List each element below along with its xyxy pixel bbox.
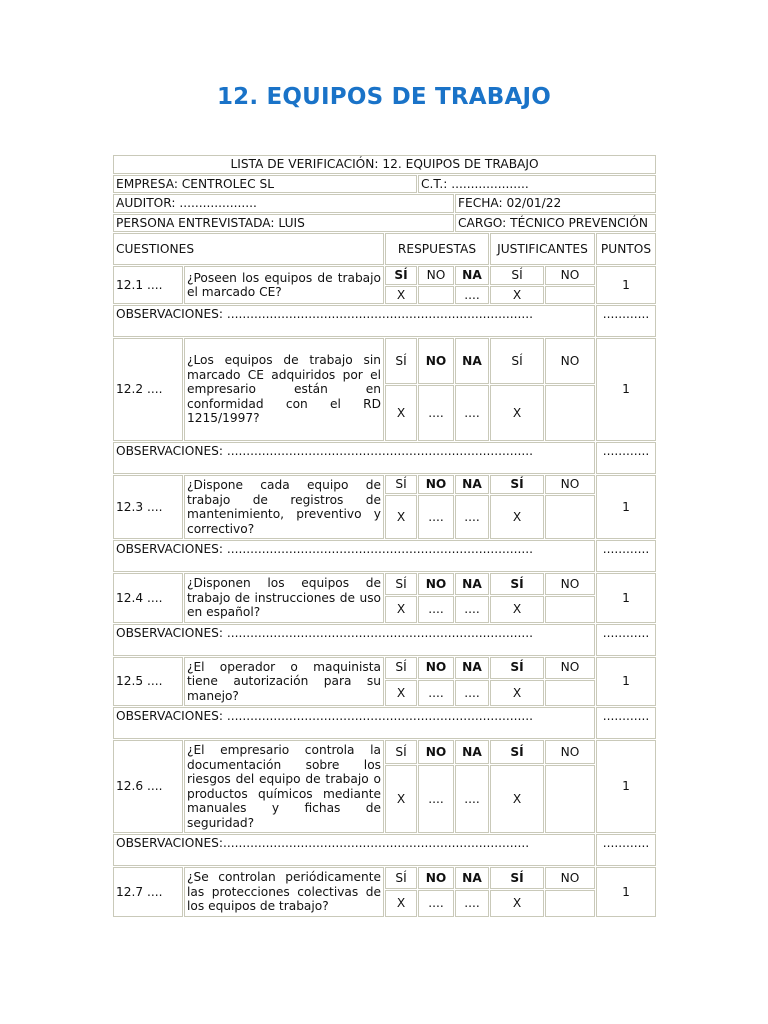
answer-si-value: X <box>385 495 417 539</box>
question-points: 1 <box>596 266 656 304</box>
question-text: ¿Se controlan periódicamente las protecciones colectivas de los equipos de trabajo? <box>184 867 384 917</box>
question-text: ¿Dispone cada equipo de trabajo de registros de mantenimiento, preventivo y correctivo? <box>184 475 384 539</box>
justificante-no-label: NO <box>545 475 595 494</box>
justificante-no-label: NO <box>545 657 595 679</box>
justificante-si-label: SÍ <box>490 573 544 595</box>
answer-si-label: SÍ <box>385 657 417 679</box>
justificante-si-value: X <box>490 495 544 539</box>
answer-no-label: NO <box>418 338 454 384</box>
answer-na-label: NA <box>455 657 489 679</box>
observaciones-field: OBSERVACIONES: ............................................................................... <box>113 707 595 739</box>
question-number: 12.4 .... <box>113 573 183 623</box>
question-points: 1 <box>596 573 656 623</box>
observaciones-points: ............ <box>596 834 656 866</box>
answer-na-label: NA <box>455 867 489 889</box>
observaciones-points: ............ <box>596 707 656 739</box>
question-text: ¿Poseen los equipos de trabajo el marcado CE? <box>184 266 384 304</box>
checklist-sheet <box>112 154 656 918</box>
justificante-no-value <box>545 286 595 305</box>
answer-na-value: .... <box>455 385 489 441</box>
answer-si-label: SÍ <box>385 338 417 384</box>
answer-si-label: SÍ <box>385 740 417 764</box>
answer-no-value: .... <box>418 890 454 916</box>
answer-na-value: .... <box>455 286 489 305</box>
fecha-field: FECHA: 02/01/22 <box>455 194 656 213</box>
answer-si-value: X <box>385 890 417 916</box>
justificante-si-value: X <box>490 765 544 833</box>
answer-na-label: NA <box>455 740 489 764</box>
answer-si-label: SÍ <box>385 266 417 285</box>
answer-na-label: NA <box>455 338 489 384</box>
justificante-no-value <box>545 680 595 706</box>
question-points: 1 <box>596 475 656 539</box>
question-number: 12.7 .... <box>113 867 183 917</box>
justificante-no-label: NO <box>545 266 595 285</box>
question-text: ¿El empresario controla la documentación sobre los riesgos del equipo de trabajo o productos químicos mediante manuales y fichas de seguridad? <box>184 740 384 833</box>
question-points: 1 <box>596 740 656 833</box>
question-points: 1 <box>596 657 656 707</box>
answer-no-label: NO <box>418 867 454 889</box>
justificante-si-label: SÍ <box>490 266 544 285</box>
answer-no-label: NO <box>418 657 454 679</box>
question-points: 1 <box>596 867 656 917</box>
justificante-si-value: X <box>490 680 544 706</box>
answer-si-value: X <box>385 596 417 622</box>
answer-no-value: .... <box>418 596 454 622</box>
answer-si-label: SÍ <box>385 475 417 494</box>
question-number: 12.3 .... <box>113 475 183 539</box>
answer-na-value: .... <box>455 495 489 539</box>
question-number: 12.5 .... <box>113 657 183 707</box>
answer-no-value: .... <box>418 765 454 833</box>
question-number: 12.6 .... <box>113 740 183 833</box>
col-cuestiones: CUESTIONES <box>113 233 384 265</box>
answer-na-value: .... <box>455 765 489 833</box>
observaciones-points: ............ <box>596 442 656 474</box>
answer-na-value: .... <box>455 596 489 622</box>
checklist-table <box>112 154 657 918</box>
answer-na-label: NA <box>455 573 489 595</box>
justificante-si-value: X <box>490 596 544 622</box>
question-text: ¿Los equipos de trabajo sin marcado CE adquiridos por el empresario están en conformidad con el RD 1215/1997? <box>184 338 384 441</box>
page-title: 12. EQUIPOS DE TRABAJO <box>216 84 552 110</box>
justificante-si-value: X <box>490 286 544 305</box>
justificante-no-value <box>545 596 595 622</box>
answer-si-label: SÍ <box>385 573 417 595</box>
col-justificantes: JUSTIFICANTES <box>490 233 595 265</box>
observaciones-points: ............ <box>596 540 656 572</box>
observaciones-field: OBSERVACIONES: ............................................................................... <box>113 305 595 337</box>
justificante-no-value <box>545 495 595 539</box>
answer-no-label: NO <box>418 266 454 285</box>
justificante-no-label: NO <box>545 740 595 764</box>
checklist-heading: LISTA DE VERIFICACIÓN: 12. EQUIPOS DE TRABAJO <box>113 155 656 174</box>
justificante-si-label: SÍ <box>490 867 544 889</box>
justificante-no-label: NO <box>545 867 595 889</box>
justificante-si-label: SÍ <box>490 740 544 764</box>
observaciones-field: OBSERVACIONES: ............................................................................... <box>113 540 595 572</box>
answer-no-value: .... <box>418 495 454 539</box>
justificante-si-label: SÍ <box>490 657 544 679</box>
justificante-no-value <box>545 765 595 833</box>
persona-field: PERSONA ENTREVISTADA: LUIS <box>113 214 454 233</box>
justificante-si-label: SÍ <box>490 475 544 494</box>
justificante-si-value: X <box>490 385 544 441</box>
answer-no-value: .... <box>418 385 454 441</box>
answer-na-label: NA <box>455 475 489 494</box>
answer-si-value: X <box>385 765 417 833</box>
justificante-no-label: NO <box>545 573 595 595</box>
answer-no-value <box>418 286 454 305</box>
auditor-field: AUDITOR: .................... <box>113 194 454 213</box>
ct-field: C.T.: .................... <box>418 175 656 194</box>
observaciones-field: OBSERVACIONES:............................................................................... <box>113 834 595 866</box>
observaciones-field: OBSERVACIONES: ............................................................................... <box>113 624 595 656</box>
answer-si-value: X <box>385 680 417 706</box>
observaciones-points: ............ <box>596 624 656 656</box>
answer-no-label: NO <box>418 740 454 764</box>
justificante-si-label: SÍ <box>490 338 544 384</box>
answer-no-label: NO <box>418 573 454 595</box>
question-text: ¿El operador o maquinista tiene autorización para su manejo? <box>184 657 384 707</box>
answer-si-value: X <box>385 385 417 441</box>
answer-na-label: NA <box>455 266 489 285</box>
question-number: 12.1 .... <box>113 266 183 304</box>
col-puntos: PUNTOS <box>596 233 656 265</box>
answer-no-value: .... <box>418 680 454 706</box>
observaciones-field: OBSERVACIONES: ............................................................................... <box>113 442 595 474</box>
empresa-field: EMPRESA: CENTROLEC SL <box>113 175 417 194</box>
observaciones-points: ............ <box>596 305 656 337</box>
justificante-no-label: NO <box>545 338 595 384</box>
col-respuestas: RESPUESTAS <box>385 233 489 265</box>
answer-si-label: SÍ <box>385 867 417 889</box>
answer-si-value: X <box>385 286 417 305</box>
answer-na-value: .... <box>455 680 489 706</box>
question-text: ¿Disponen los equipos de trabajo de instrucciones de uso en español? <box>184 573 384 623</box>
answer-na-value: .... <box>455 890 489 916</box>
cargo-field: CARGO: TÉCNICO PREVENCIÓN <box>455 214 656 233</box>
question-points: 1 <box>596 338 656 441</box>
question-number: 12.2 .... <box>113 338 183 441</box>
justificante-si-value: X <box>490 890 544 916</box>
justificante-no-value <box>545 385 595 441</box>
justificante-no-value <box>545 890 595 916</box>
answer-no-label: NO <box>418 475 454 494</box>
